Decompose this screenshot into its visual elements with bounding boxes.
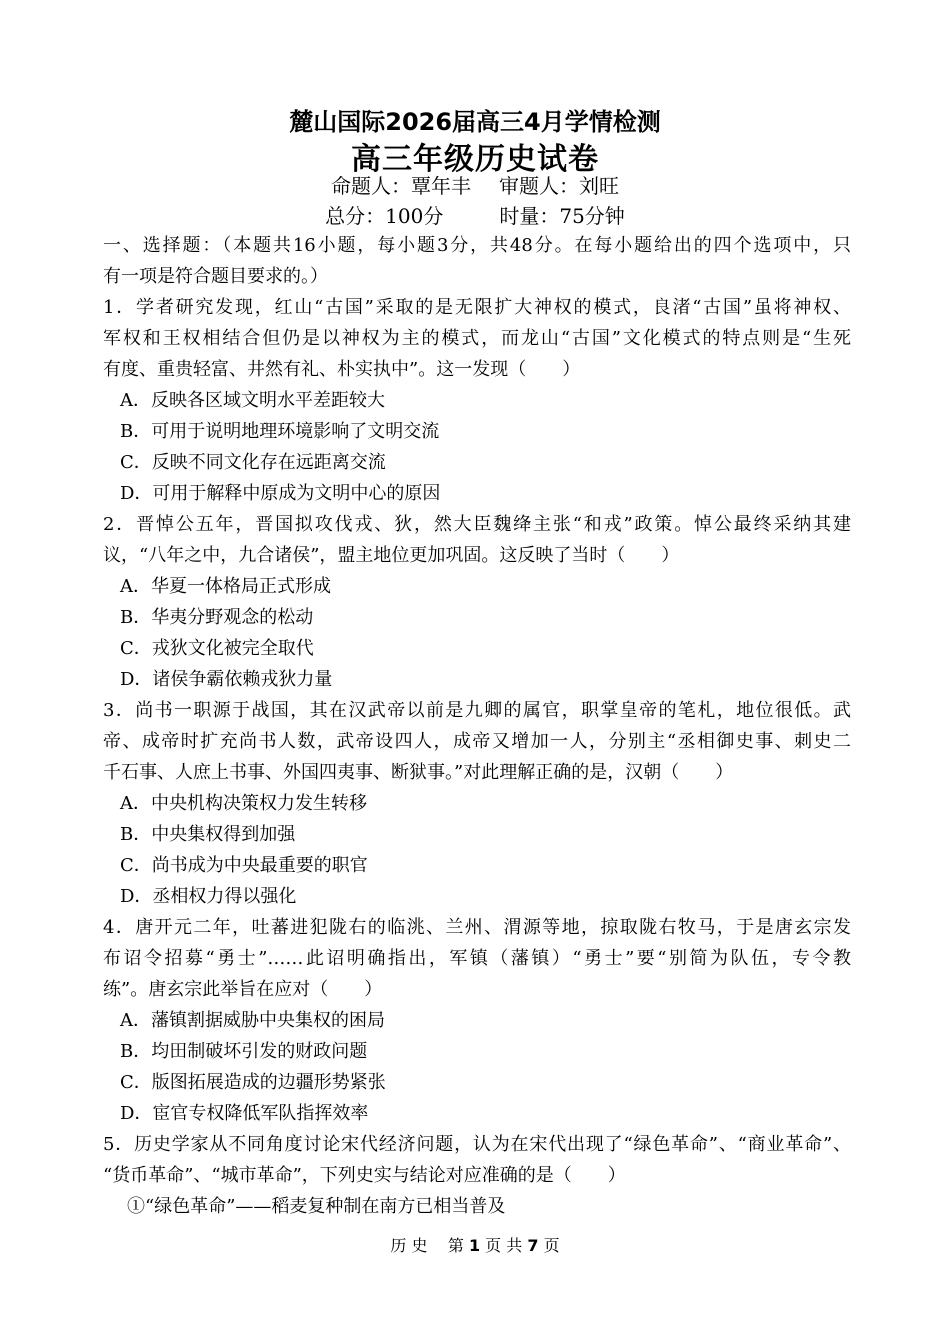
option-a: A．华夏一体格局正式形成 [120,576,331,597]
footer-page-number: 1 [468,1236,481,1255]
option-b: B．均田制破坏引发的财政问题 [120,1041,368,1062]
exam-authors [0,170,950,199]
option-b: B．中央集权得到加强 [120,824,296,845]
page-footer [0,1233,950,1256]
option-b: B．可用于说明地理环境影响了文明交流 [120,421,440,442]
option-b: B．华夷分野观念的松动 [120,607,314,628]
question-text: 军权和王权相结合但仍是以神权为主的模式，而龙山“古国”文化模式的特点则是“生死 [103,328,851,349]
exam-score-time [0,200,950,229]
option-d: D．宦官专权降低军队指挥效率 [120,1103,369,1124]
option-d: D．可用于解释中原成为文明中心的原因 [120,483,441,504]
option-d: D．诸侯争霸依赖戎狄力量 [120,669,333,690]
question-text: 帝、成帝时扩充尚书人数，武帝设四人，成帝又增加一人，分别主“丞相御史事、刺史二 [103,731,851,752]
total-score: 总分：100分 [325,204,444,228]
option-c: C．戎狄文化被完全取代 [120,638,314,659]
option-c: C．尚书成为中央最重要的职官 [120,855,368,876]
question-text: 2．晋悼公五年，晋国拟攻伐戎、狄，然大臣魏绛主张“和戎”政策。悼公最终采纳其建 [103,514,851,535]
exam-subtitle: 高三年级历史试卷 [351,142,599,177]
footer-total-pages: 7 [527,1236,539,1255]
question-text: 1．学者研究发现，红山“古国”采取的是无限扩大神权的模式，良渚“古国”虽将神权、 [103,297,851,318]
question-2 [103,509,851,695]
question-text: “货币革命”、“城市革命”，下列史实与结论对应准确的是（ ） [103,1165,626,1186]
exam-title: 麓山国际2026届高三4月学情检测 [289,108,661,136]
option-a: A．反映各区域文明水平差距较大 [120,390,385,411]
section-instruction: 一、选择题：（本题共16小题，每小题3分，共48分。在每小题给出的四个选项中，只 [103,235,851,256]
question-text: 4．唐开元二年，吐蕃进犯陇右的临洮、兰州、渭源等地，掠取陇右牧马，于是唐玄宗发 [103,917,851,938]
question-text: 练”。唐玄宗此举旨在应对（ ） [103,979,383,1000]
question-4 [103,912,851,1129]
question-text: 布诏令招募“勇士”……此诏明确指出，军镇（藩镇）“勇士”要“别简为队伍，专令教 [103,948,851,969]
reviewer-label: 审题人：刘旺 [499,174,619,198]
question-3 [103,695,851,912]
exam-content [103,230,851,1222]
time-limit: 时量：75分钟 [499,204,625,228]
footer-subject: 历 史 [390,1236,428,1255]
section-instruction: 有一项是符合题目要求的。） [103,266,328,287]
footer-mid: 页 共 [485,1236,523,1255]
option-a: A．中央机构决策权力发生转移 [120,793,367,814]
statement-1: ①“绿色革命”——稻麦复种制在南方已相当普及 [127,1196,506,1217]
question-text: 议，“八年之中，九合诸侯”，盟主地位更加巩固。这反映了当时（ ） [103,545,680,566]
question-5 [103,1129,851,1222]
option-d: D．丞相权力得以强化 [120,886,297,907]
question-1 [103,292,851,509]
footer-prefix: 第 [447,1236,464,1255]
option-a: A．藩镇割据威胁中央集权的困局 [120,1010,385,1031]
option-c: C．反映不同文化存在远距离交流 [120,452,386,473]
author-label: 命题人：覃年丰 [331,174,471,198]
footer-suffix: 页 [543,1236,560,1255]
option-c: C．版图拓展造成的边疆形势紧张 [120,1072,386,1093]
question-text: 有度、重贵轻富、井然有礼、朴实执中”。这一发现（ ） [103,359,581,380]
question-text: 5．历史学家从不同角度讨论宋代经济问题，认为在宋代出现了“绿色革命”、“商业革命”、 [103,1134,851,1155]
question-text: 3．尚书一职源于战国，其在汉武帝以前是九卿的属官，职掌皇帝的笔札，地位很低。武 [103,700,851,721]
question-text: 千石事、人庶上书事、外国四夷事、断狱事。”对此理解正确的是，汉朝（ ） [103,762,734,783]
